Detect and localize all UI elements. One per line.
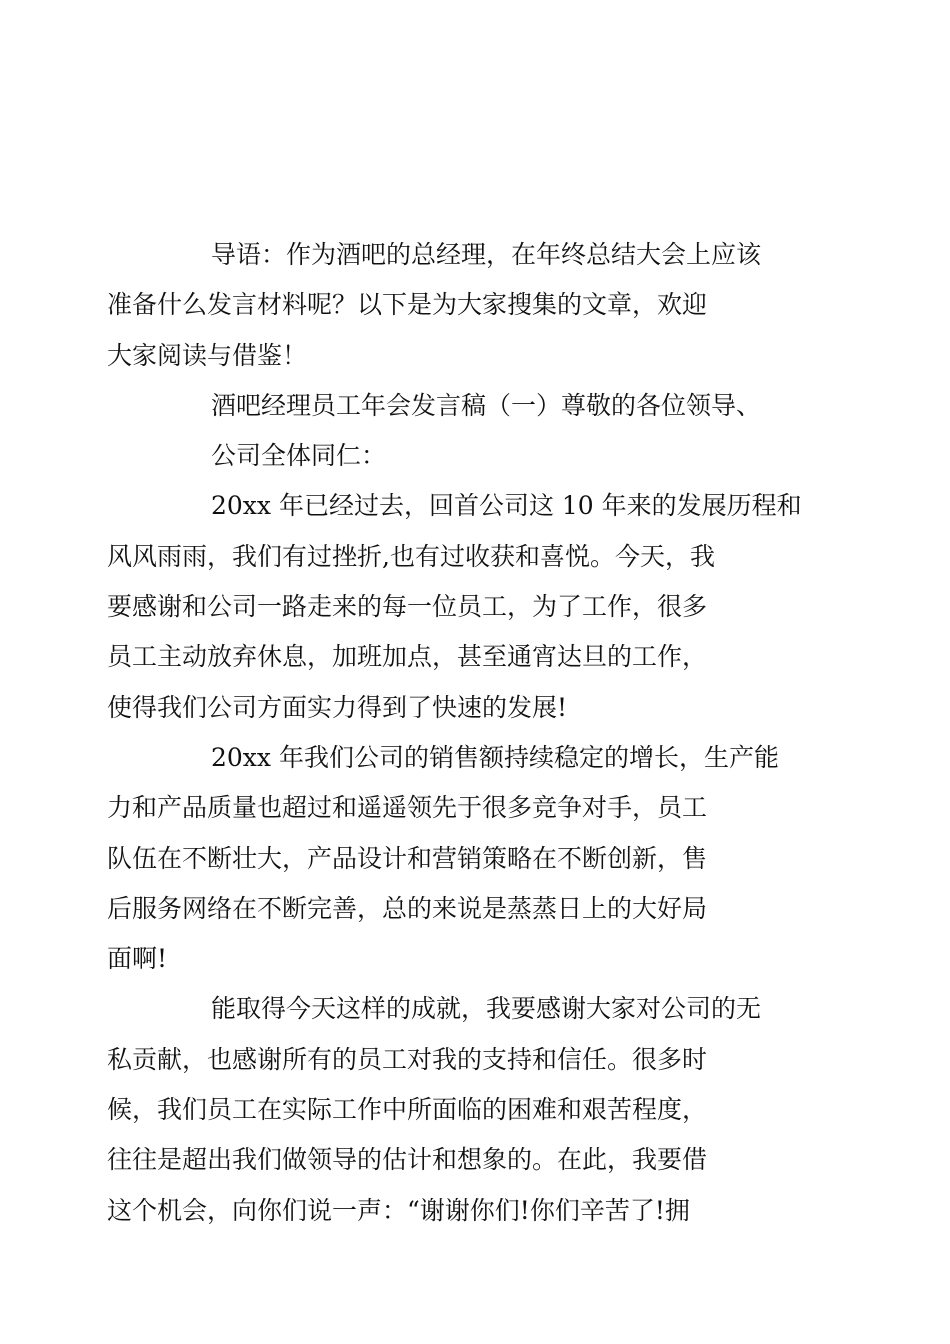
text-line: 导语：作为酒吧的总经理，在年终总结大会上应该: [211, 240, 762, 269]
text-line: 大家阅读与借鉴！: [107, 340, 308, 370]
text-line: 后服务网络在不断完善，总的来说是蒸蒸日上的大好局: [107, 893, 708, 923]
text-line: 队伍在不断壮大，产品设计和营销策略在不断创新，售: [107, 843, 708, 873]
text-line: 公司全体同仁：: [211, 441, 387, 471]
body-paragraph-review: [107, 481, 802, 732]
text-line: 面啊!: [107, 944, 168, 974]
text-line: 这个机会，向你们说一声：“谢谢你们!你们辛苦了!拥: [107, 1195, 690, 1225]
salutation-paragraph: [159, 431, 791, 481]
text-line: 员工主动放弃休息，加班加点，甚至通宵达旦的工作，: [107, 642, 708, 672]
document-body: [107, 230, 802, 1236]
body-paragraph-thanks: [107, 984, 791, 1235]
text-line: 酒吧经理员工年会发言稿（一）尊敬的各位领导、: [211, 390, 762, 420]
intro-paragraph: [107, 230, 791, 381]
speech-title-paragraph: [159, 381, 791, 431]
text-line: 风风雨雨，我们有过挫折,也有过收获和喜悦。今天，我: [107, 541, 715, 571]
text-line: 私贡献，也感谢所有的员工对我的支持和信任。很多时: [107, 1044, 708, 1074]
text-line: 准备什么发言材料呢？以下是为大家搜集的文章，欢迎: [107, 290, 708, 320]
text-line: 20xx 年我们公司的销售额持续稳定的增长，生产能: [211, 742, 779, 772]
text-line: 能取得今天这样的成就，我要感谢大家对公司的无: [211, 994, 762, 1024]
text-line: 使得我们公司方面实力得到了快速的发展!: [107, 692, 568, 722]
text-line: 20xx 年已经过去，回首公司这 10 年来的发展历程和: [211, 491, 802, 521]
text-line: 往往是超出我们做领导的估计和想象的。在此，我要借: [107, 1145, 708, 1175]
text-line: 候，我们员工在实际工作中所面临的困难和艰苦程度，: [107, 1095, 708, 1125]
body-paragraph-growth: [107, 733, 791, 984]
text-line: 要感谢和公司一路走来的每一位员工，为了工作，很多: [107, 592, 708, 622]
text-line: 力和产品质量也超过和遥遥领先于很多竞争对手，员工: [107, 793, 708, 823]
